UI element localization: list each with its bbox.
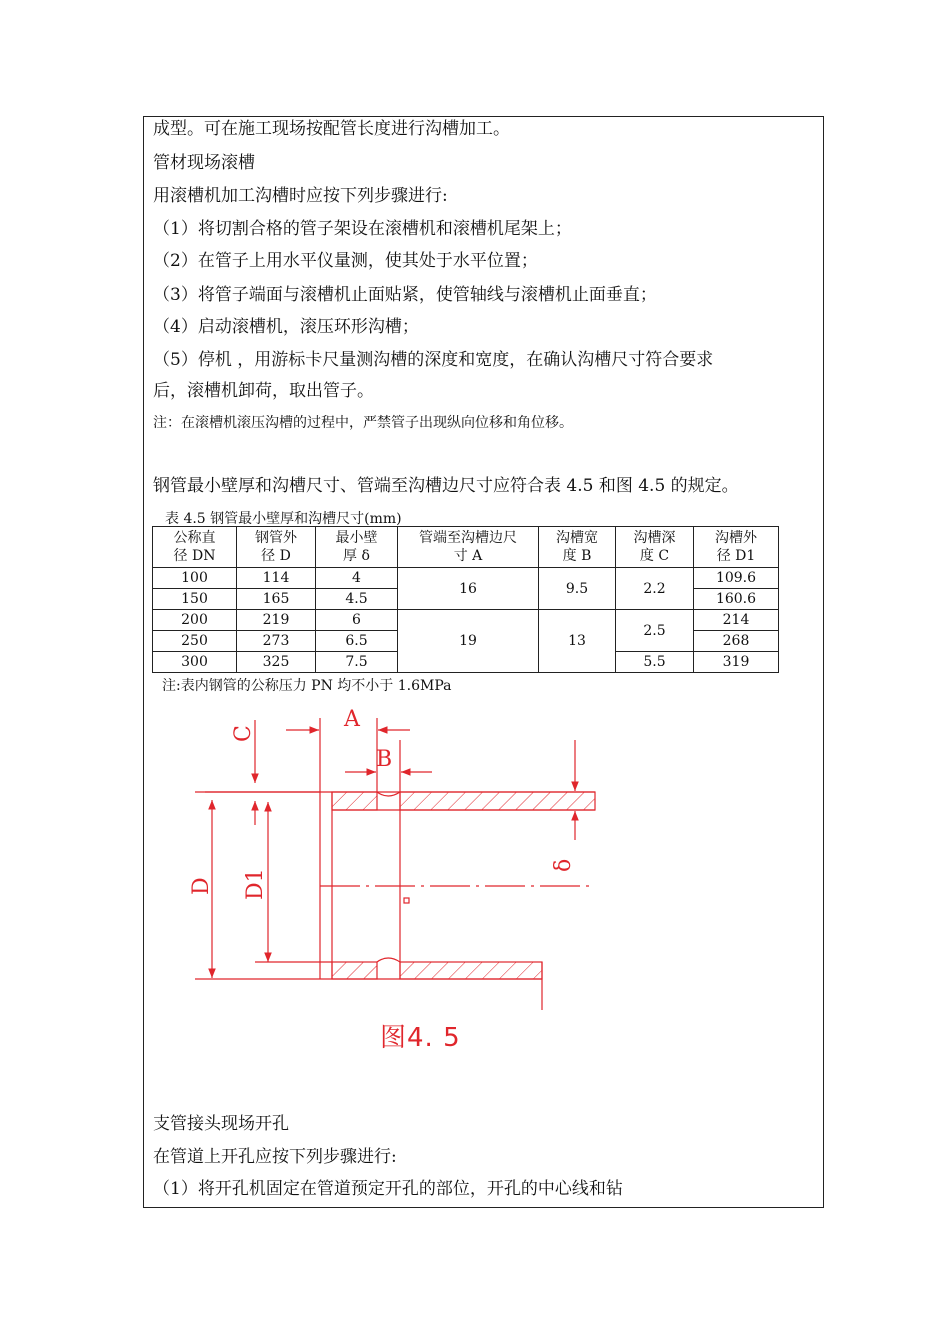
- label-b: B: [376, 747, 393, 772]
- cell-dn: 100: [153, 568, 237, 589]
- groove-diagram: [150, 700, 610, 1010]
- table-row: [153, 610, 779, 631]
- note-no-displacement: 注：在滚槽机滚压沟槽的过程中，严禁管子出现纵向位移和角位移。: [153, 415, 573, 431]
- figure-title: 图4. 5: [380, 1023, 461, 1053]
- cell-b: 9.5: [539, 568, 616, 610]
- header-b: 沟槽宽 度 B: [539, 527, 616, 568]
- cell-dn: 250: [153, 631, 237, 652]
- cell-dn: 300: [153, 652, 237, 673]
- cell-d: 273: [237, 631, 316, 652]
- table-note: 注:表内钢管的公称压力 PN 均不小于 1.6MPa: [162, 678, 452, 694]
- cell-b: 13: [539, 610, 616, 673]
- header-c: 沟槽深 度 C: [616, 527, 694, 568]
- label-a: A: [344, 707, 360, 732]
- cell-delta: 7.5: [316, 652, 398, 673]
- cell-a: 19: [398, 610, 539, 673]
- step-2: （2）在管子上用水平仪量测，使其处于水平位置；: [153, 251, 538, 271]
- step-4: （4）启动滚槽机，滚压环形沟槽；: [153, 317, 419, 337]
- step-5: （5）停机 ，用游标卡尺量测沟槽的深度和宽度，在确认沟槽尺寸符合要求: [153, 350, 714, 370]
- cell-delta: 6: [316, 610, 398, 631]
- table-caption: 表 4.5 钢管最小壁厚和沟槽尺寸(mm): [165, 511, 402, 527]
- step-3: （3）将管子端面与滚槽机止面贴紧，使管轴线与滚槽机止面垂直；: [153, 285, 657, 305]
- cell-d: 325: [237, 652, 316, 673]
- cell-c: 2.5: [616, 610, 694, 652]
- cell-a: 16: [398, 568, 539, 610]
- label-delta: δ: [551, 858, 576, 872]
- header-a: 管端至沟槽边尺 寸 A: [398, 527, 539, 568]
- cell-delta: 4: [316, 568, 398, 589]
- paragraph-hole-steps-intro: 在管道上开孔应按下列步骤进行:: [153, 1147, 397, 1167]
- cell-d1: 268: [694, 631, 779, 652]
- cell-d: 219: [237, 610, 316, 631]
- cell-d: 114: [237, 568, 316, 589]
- header-dn: 公称直 径 DN: [153, 527, 237, 568]
- section-heading-roll-groove: 管材现场滚槽: [153, 153, 255, 173]
- paragraph-intro: 成型。可在施工现场按配管长度进行沟槽加工。: [153, 119, 510, 139]
- label-d: D: [189, 877, 214, 895]
- label-c: C: [231, 725, 256, 742]
- cell-delta: 6.5: [316, 631, 398, 652]
- cell-c: 2.2: [616, 568, 694, 610]
- cell-c: 5.5: [616, 652, 694, 673]
- cell-delta: 4.5: [316, 589, 398, 610]
- label-d1: D1: [243, 868, 268, 900]
- step-1: （1）将切割合格的管子架设在滚槽机和滚槽机尾架上；: [153, 219, 572, 239]
- header-d: 钢管外 径 D: [237, 527, 316, 568]
- step-5-continued: 后，滚槽机卸荷，取出管子。: [153, 381, 374, 401]
- section-heading-branch-hole: 支管接头现场开孔: [153, 1114, 289, 1134]
- cell-dn: 200: [153, 610, 237, 631]
- paragraph-table-reference: 钢管最小壁厚和沟槽尺寸、管端至沟槽边尺寸应符合表 4.5 和图 4.5 的规定。: [153, 476, 739, 496]
- cell-d1: 214: [694, 610, 779, 631]
- cell-d1: 109.6: [694, 568, 779, 589]
- cell-dn: 150: [153, 589, 237, 610]
- paragraph-steps-intro: 用滚槽机加工沟槽时应按下列步骤进行:: [153, 186, 448, 206]
- cell-d1: 319: [694, 652, 779, 673]
- table-row: [153, 568, 779, 589]
- header-delta: 最小壁 厚 δ: [316, 527, 398, 568]
- header-d1: 沟槽外 径 D1: [694, 527, 779, 568]
- hole-step-1: （1）将开孔机固定在管道预定开孔的部位，开孔的中心线和钻: [153, 1179, 623, 1199]
- table-header-row: [153, 527, 779, 568]
- spec-table: [152, 526, 779, 673]
- cell-d: 165: [237, 589, 316, 610]
- cell-d1: 160.6: [694, 589, 779, 610]
